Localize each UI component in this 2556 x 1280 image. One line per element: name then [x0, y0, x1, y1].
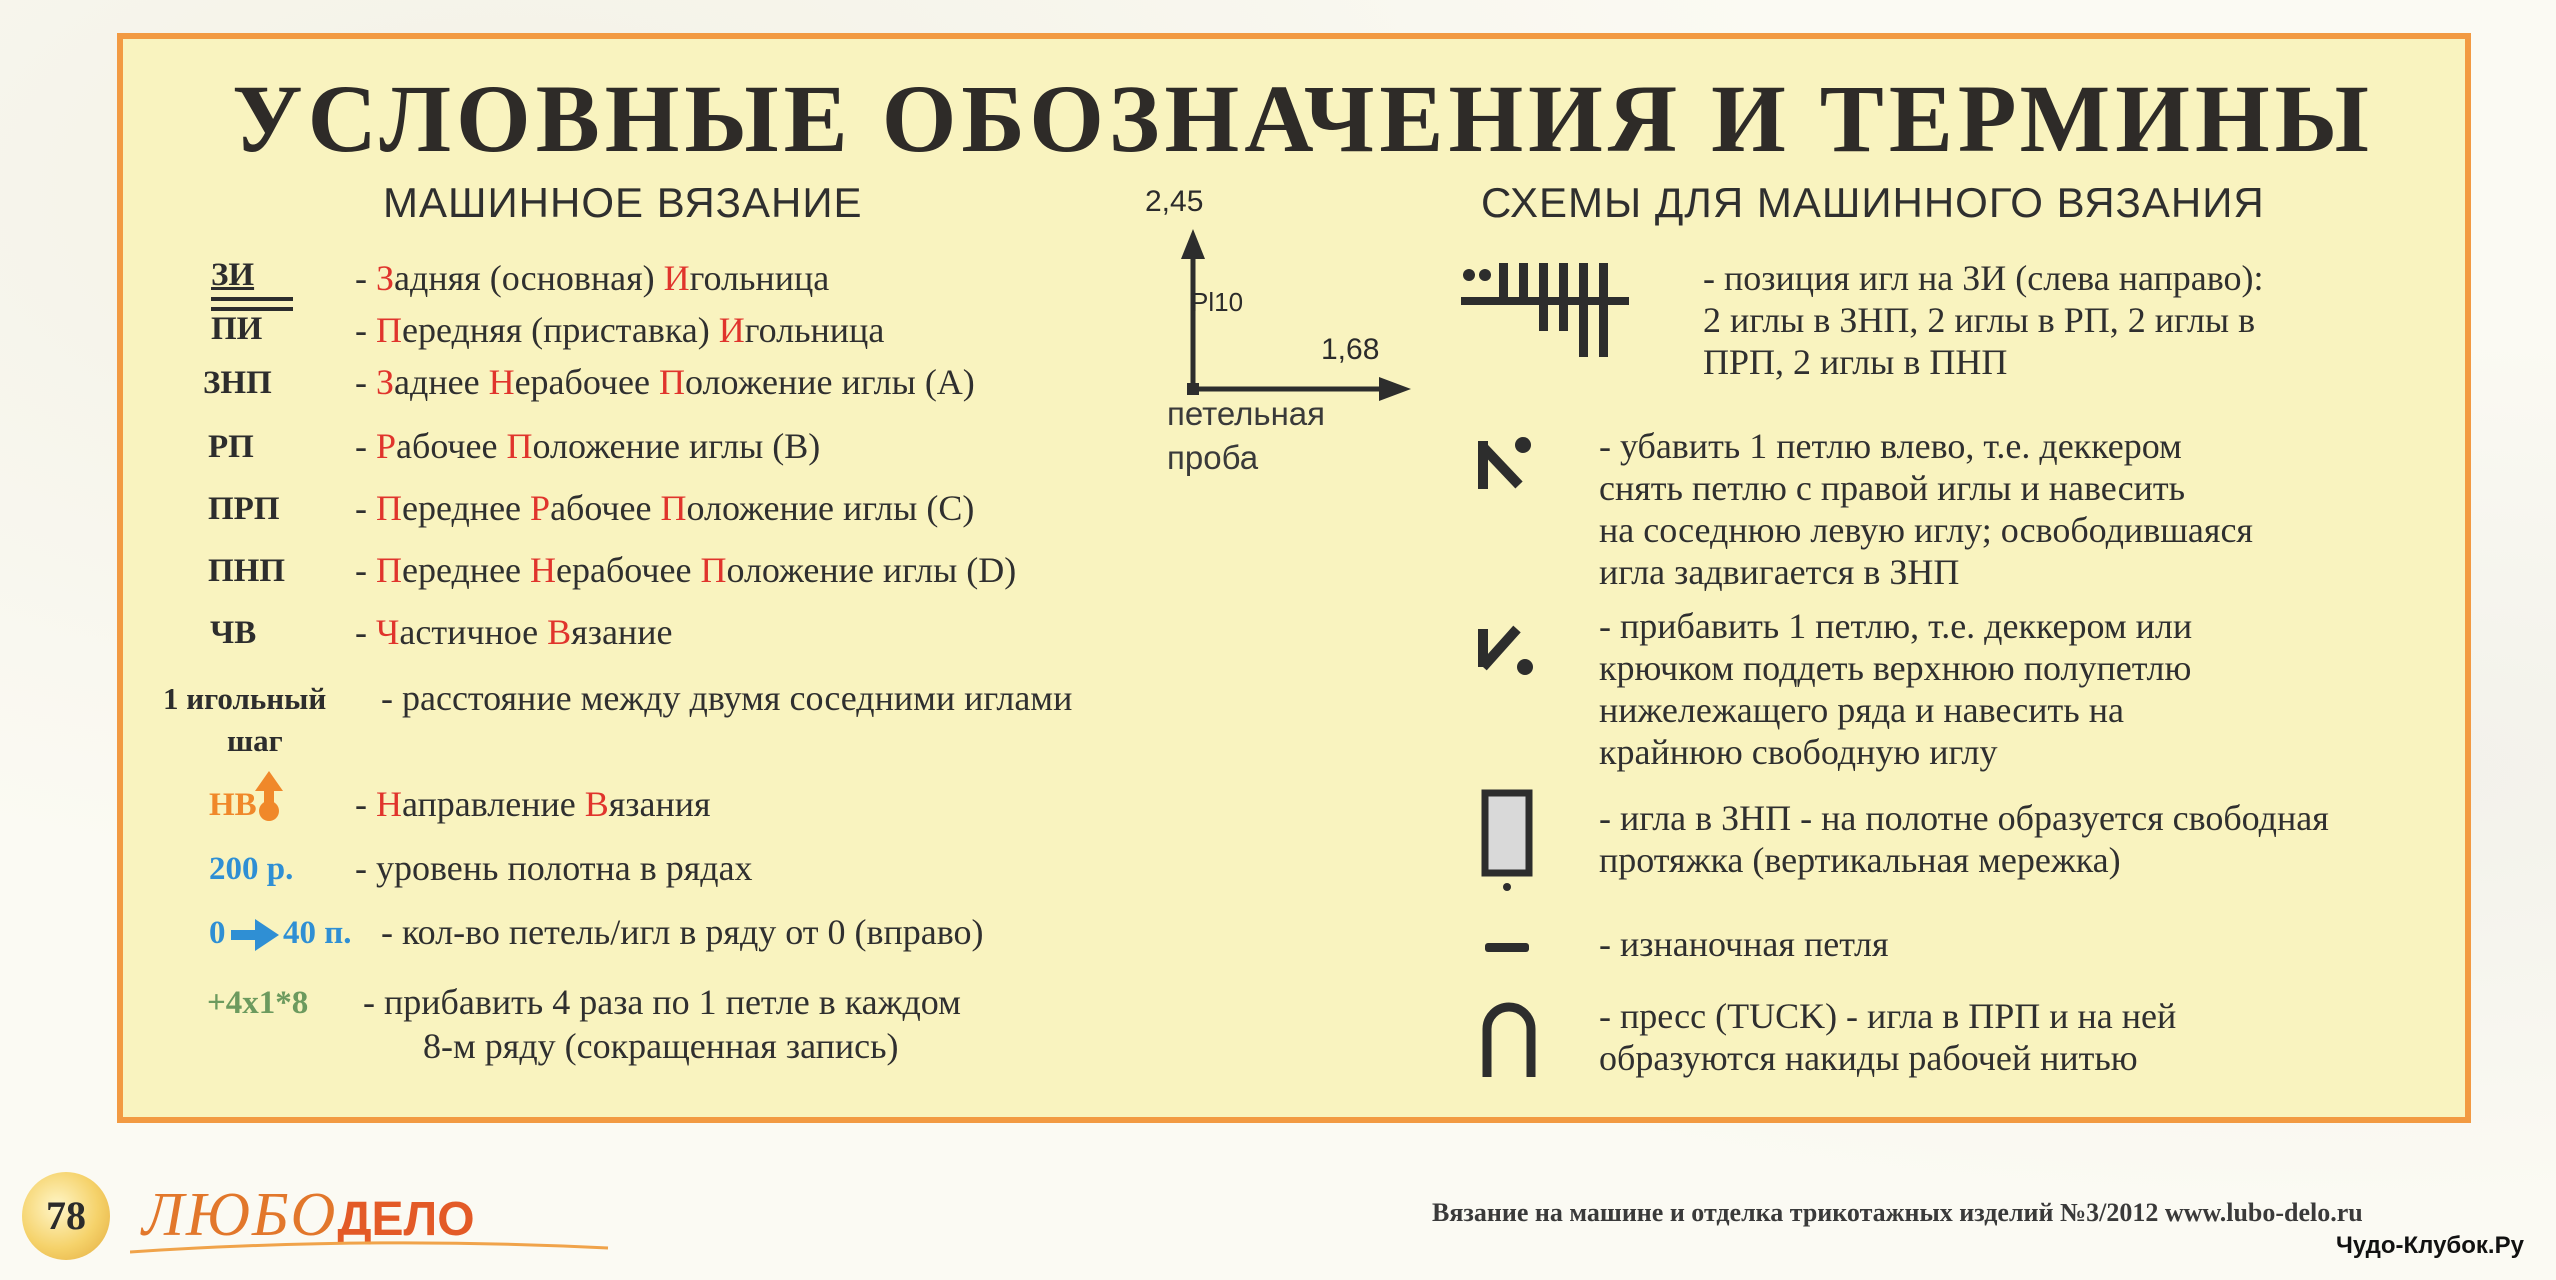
desc-pnp: - Переднее Нерабочее Положение иглы (D): [355, 550, 1017, 590]
needle-nwp-icon: [1479, 787, 1539, 897]
brand-part1: ЛЮБО: [142, 1181, 338, 1249]
gauge-caption-2: проба: [1167, 439, 1259, 476]
page-number-badge: [22, 1172, 110, 1260]
tuck-icon: [1479, 999, 1539, 1081]
gauge-caption-1: петельная: [1167, 395, 1326, 432]
increase-icon: [1471, 615, 1541, 685]
desc-stitch-count: - кол-во петель/игл в ряду от 0 (вправо): [381, 912, 984, 952]
page-title: УСЛОВНЫЕ ОБОЗНАЧЕНИЯ И ТЕРМИНЫ: [232, 65, 2374, 172]
zi-rule: [211, 297, 293, 301]
purl-stitch-icon: [1483, 937, 1533, 957]
magazine-credit: Вязание на машине и отделка трикотажных изделий №3/2012 www.lubo-delo.ru: [1432, 1198, 2363, 1227]
abbr-stitch-count-end: 40 п.: [283, 915, 352, 951]
right-section-heading: СХЕМЫ ДЛЯ МАШИННОГО ВЯЗАНИЯ: [1481, 179, 2265, 226]
desc-rows-level: - уровень полотна в рядах: [355, 848, 753, 888]
desc-purl-stitch: - изнаночная петля: [1599, 924, 1889, 964]
abbr-needle-pitch-2: шаг: [227, 723, 283, 758]
watermark: Чудо-Клубок.Ру: [2336, 1232, 2524, 1259]
abbr-chv: ЧВ: [210, 615, 257, 651]
desc-needle-position: - позиция игл на ЗИ (слева направо): 2 иглы в ЗНП, 2 иглы в РП, 2 иглы в ПРП, 2 иглы в ПНП: [1703, 258, 2264, 382]
gauge-axes-icon: [1143, 223, 1423, 413]
abbr-rp: РП: [208, 429, 254, 465]
abbr-zi: ЗИ: [211, 257, 255, 293]
desc-zi: - Задняя (основная) Игольница: [355, 258, 830, 298]
abbr-stitch-count-start: 0: [209, 915, 226, 951]
desc-prp: - Переднее Рабочее Положение иглы (C): [355, 488, 975, 528]
desc-znp: - Заднее Нерабочее Положение иглы (A): [355, 362, 975, 402]
abbr-rows-level: 200 р.: [209, 851, 294, 887]
gauge-label: Pl10: [1191, 287, 1244, 317]
desc-rp: - Рабочее Положение иглы (B): [355, 426, 821, 466]
needle-position-icon: [1461, 257, 1641, 387]
gauge-y-value: 2,45: [1145, 185, 1204, 218]
left-section-heading: МАШИННОЕ ВЯЗАНИЕ: [383, 179, 863, 226]
brand-swoosh: [130, 1238, 610, 1258]
abbr-prp: ПРП: [208, 491, 280, 527]
brand-part2: ДЕЛО: [337, 1193, 475, 1246]
abbr-nv: НВ: [209, 787, 257, 823]
abbr-znp: ЗНП: [203, 365, 272, 401]
gauge-x-value: 1,68: [1321, 333, 1380, 366]
desc-increase-formula: - прибавить 4 раза по 1 петле в каждом: [363, 982, 961, 1022]
desc-nv: - Направление Вязания: [355, 784, 711, 824]
desc-pi: - Передняя (приставка) Игольница: [355, 310, 885, 350]
page-number: 78: [46, 1193, 86, 1238]
abbr-pnp: ПНП: [208, 553, 286, 589]
desc-needle-pitch: - расстояние между двумя соседними иглами: [381, 678, 1073, 718]
desc-tuck: - пресс (TUCK) - игла в ПРП и на ней образуются накиды рабочей нитью: [1599, 996, 2177, 1078]
desc-increase: - прибавить 1 петлю, т.е. деккером или крючком поддеть верхнюю полупетлю нижележащего ряда и навесить на крайнюю свободную иглу: [1599, 606, 2193, 772]
arrow-right-icon: [231, 917, 281, 953]
knitting-direction-icon: [251, 769, 287, 823]
desc-needle-nwp: - игла в ЗНП - на полотне образуется свободная протяжка (вертикальная мережка): [1599, 798, 2329, 880]
desc-increase-formula-2: 8-м ряду (сокращенная запись): [423, 1026, 899, 1066]
abbr-pi: ПИ: [211, 311, 263, 347]
legend-panel: [117, 33, 2471, 1123]
desc-decrease-left: - убавить 1 петлю влево, т.е. деккером снять петлю с правой иглы и навесить на соседнюю левую иглу; освободившаяся игла задвигается в ЗНП: [1599, 426, 2253, 592]
decrease-left-icon: [1471, 433, 1541, 503]
abbr-needle-pitch: 1 игольный: [163, 681, 327, 716]
abbr-increase-formula: +4х1*8: [207, 985, 309, 1021]
desc-chv: - Частичное Вязание: [355, 612, 673, 652]
